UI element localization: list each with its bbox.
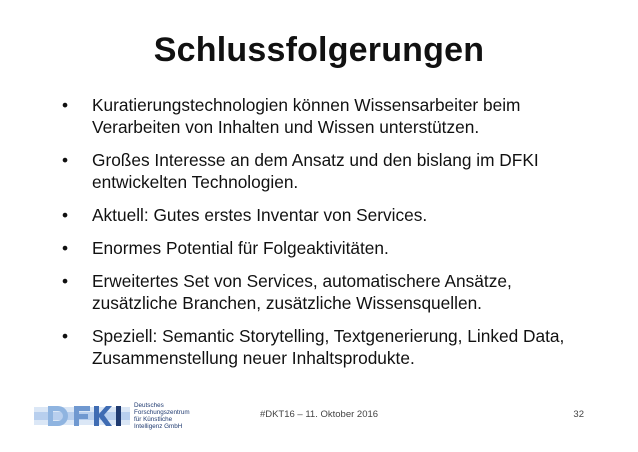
slide-title: Schlussfolgerungen [153, 31, 485, 69]
bullet-text: Großes Interesse an dem Ansatz und den bislang im DFKI entwickelten Technologien. [92, 150, 539, 192]
bullet-marker: • [62, 271, 69, 291]
dfki-logo-text: Deutsches Forschungszentrum für Künstliche Intelligenz GmbH [134, 402, 190, 430]
bullet-item [62, 94, 602, 138]
bullet-marker: • [62, 205, 69, 225]
bullet-text: Erweitertes Set von Services, automatischere Ansätze, zusätzliche Branchen, zusätzliche Wissensquellen. [92, 271, 512, 313]
bullet-item [62, 204, 602, 226]
bullet-text: Kuratierungstechnologien können Wissensarbeiter beim Verarbeiten von Inhalten und Wissen unterstützen. [92, 95, 521, 137]
bullet-item [62, 237, 602, 259]
bullet-marker: • [62, 95, 69, 115]
bullet-marker: • [62, 238, 69, 258]
bullet-text: Aktuell: Gutes erstes Inventar von Services. [92, 205, 428, 225]
bullet-marker: • [62, 150, 69, 170]
bullet-item [62, 270, 602, 314]
page-number: 32 [573, 409, 584, 420]
footer-event-date: #DKT16 – 11. Oktober 2016 [259, 409, 379, 420]
bullet-item [62, 149, 602, 193]
bullet-text: Speziell: Semantic Storytelling, Textgenerierung, Linked Data, Zusammenstellung neuer Inhaltsprodukte. [92, 326, 565, 368]
bullet-marker: • [62, 326, 69, 346]
bullet-item [62, 325, 602, 369]
bullet-text: Enormes Potential für Folgeaktivitäten. [92, 238, 389, 258]
bullet-list [62, 94, 602, 380]
